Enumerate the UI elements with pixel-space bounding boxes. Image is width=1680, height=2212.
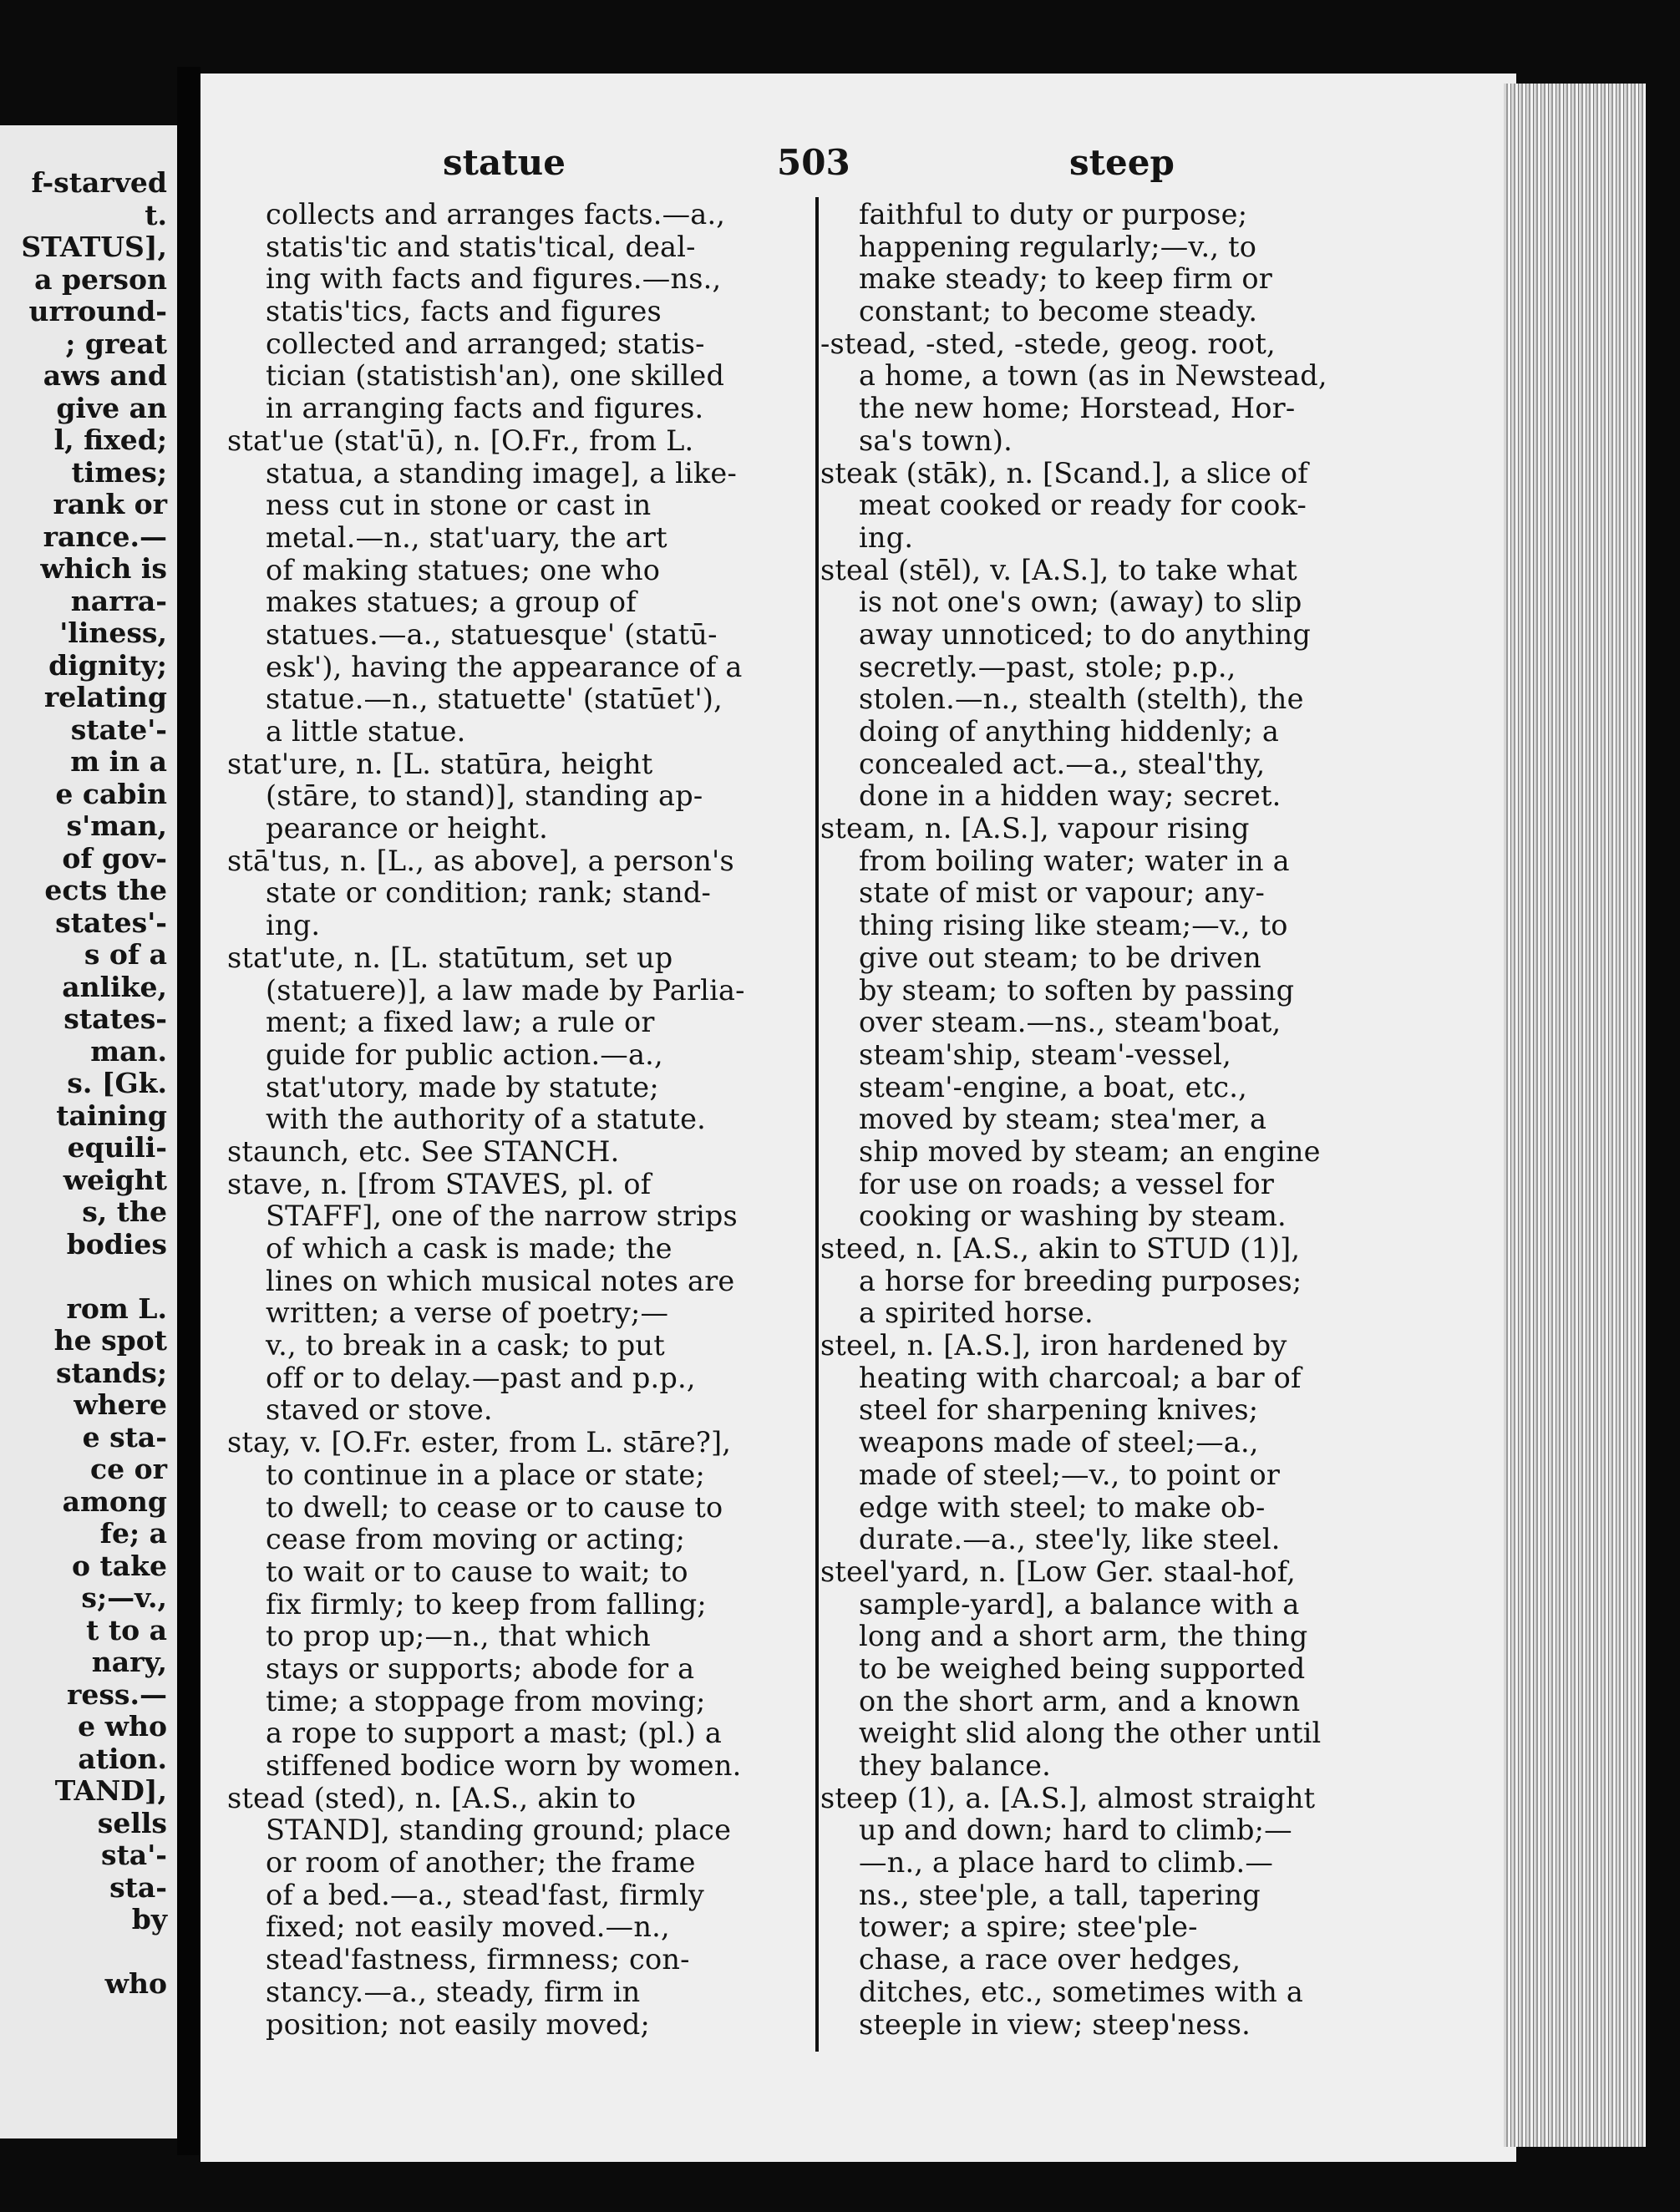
entry-line: up and down; hard to climb;— xyxy=(859,1814,1292,1847)
left-page-fragment: s;—v., xyxy=(81,1581,167,1614)
entry-line: on the short arm, and a known xyxy=(859,1684,1301,1717)
left-page-fragment: times; xyxy=(71,455,167,489)
entry-line: by steam; to soften by passing xyxy=(859,973,1295,1007)
entry-line: off or to delay.—past and p.p., xyxy=(266,1361,696,1394)
entry-headline: stat'ure, n. [L. statūra, height xyxy=(227,747,653,780)
page-stack-edge xyxy=(1504,84,1646,2147)
entry-line: ing. xyxy=(266,909,321,942)
entry-line: give out steam; to be driven xyxy=(859,941,1261,974)
entry-headline: stead (sted), n. [A.S., akin to xyxy=(227,1781,637,1814)
left-page-fragment: ects the xyxy=(44,874,167,906)
entry-line: stat'utory, made by statute; xyxy=(266,1070,659,1103)
entry-line: stolen.—n., stealth (stelth), the xyxy=(859,682,1304,716)
left-page-fragment: urround- xyxy=(28,295,167,327)
entry-line: done in a hidden way; secret. xyxy=(859,779,1282,813)
entry-headline: stat'ue (stat'ū), n. [O.Fr., from L. xyxy=(227,424,694,457)
right-guide-word: steep xyxy=(1069,142,1175,183)
entry-line: stays or supports; abode for a xyxy=(266,1651,695,1685)
entry-line: doing of anything hiddenly; a xyxy=(859,715,1280,748)
entry-headline: steak (stāk), n. [Scand.], a slice of xyxy=(820,456,1308,490)
left-page-fragment: s, the xyxy=(82,1195,167,1228)
left-page-fragment: sta'- xyxy=(100,1839,167,1871)
entry-line: away unnoticed; to do anything xyxy=(859,617,1312,651)
entry-line: ness cut in stone or cast in xyxy=(266,489,652,522)
left-page-fragment: 'liness, xyxy=(59,616,167,649)
entry-line: weight slid along the other until xyxy=(859,1717,1322,1750)
left-page-fragment: nary, xyxy=(91,1646,167,1678)
entry-line: ns., stee'ple, a tall, tapering xyxy=(859,1878,1261,1911)
entry-line: from boiling water; water in a xyxy=(859,844,1290,877)
entry-line: to dwell; to cease or to cause to xyxy=(266,1490,723,1524)
entry-line: long and a short arm, the thing xyxy=(859,1620,1308,1653)
left-page-fragment: a person xyxy=(34,262,167,296)
entry-line: with the authority of a statute. xyxy=(266,1103,706,1136)
entry-line: in arranging facts and figures. xyxy=(266,392,704,425)
entry-line: position; not easily moved; xyxy=(266,2007,651,2041)
entry-line: state of mist or vapour; any- xyxy=(859,876,1266,910)
entry-line: fix firmly; to keep from falling; xyxy=(266,1587,707,1621)
entry-line: steeple in view; steep'ness. xyxy=(859,2007,1251,2041)
left-page-fragment: e cabin xyxy=(55,777,167,810)
left-page-fragment: sells xyxy=(97,1806,167,1839)
left-page-fragment: among xyxy=(62,1484,167,1518)
left-page-fragment: rank or xyxy=(53,488,167,520)
left-page-fragment: anlike, xyxy=(62,970,167,1003)
entry-line: statue.—n., statuette' (statūet'), xyxy=(266,682,723,716)
entry-line: moved by steam; stea'mer, a xyxy=(859,1103,1267,1136)
entry-line: stancy.—a., steady, firm in xyxy=(266,1975,641,2008)
left-page-fragment: o take xyxy=(72,1549,167,1582)
entry-line: to be weighed being supported xyxy=(859,1651,1306,1685)
entry-line: ing with facts and figures.—ns., xyxy=(266,262,722,296)
left-page-fragment: ce or xyxy=(90,1453,167,1485)
entry-line: lines on which musical notes are xyxy=(266,1264,735,1297)
entry-line: a rope to support a mast; (pl.) a xyxy=(266,1717,723,1750)
running-header xyxy=(443,142,1178,200)
entry-line: statis'tics, facts and figures xyxy=(266,295,662,328)
left-page-fragment: weight xyxy=(63,1163,167,1196)
entry-line: they balance. xyxy=(859,1749,1051,1782)
entry-line: make steady; to keep firm or xyxy=(859,262,1272,296)
entry-line: staved or stove. xyxy=(266,1393,493,1427)
previous-page-edge xyxy=(0,125,177,2138)
entry-line: (statuere)], a law made by Parlia- xyxy=(266,973,745,1007)
left-page-fragment: where xyxy=(74,1388,167,1421)
left-page-fragment: man. xyxy=(90,1034,167,1068)
entry-line: a home, a town (as in Newstead, xyxy=(859,359,1327,393)
entry-line: v., to break in a cask; to put xyxy=(266,1329,665,1362)
left-page-fragment: sta- xyxy=(109,1870,167,1904)
left-page-fragment: ; great xyxy=(65,327,167,360)
left-page-fragment: state'- xyxy=(70,713,167,746)
left-page-fragment: he spot xyxy=(53,1324,167,1357)
entry-line: pearance or height. xyxy=(266,812,548,845)
left-page-fragment: TAND], xyxy=(54,1774,167,1807)
entry-line: happening regularly;—v., to xyxy=(859,230,1257,263)
entry-line: state or condition; rank; stand- xyxy=(266,876,712,910)
left-page-fragment: give an xyxy=(56,391,167,424)
left-page-fragment: ress.— xyxy=(66,1677,167,1711)
left-page-fragment: who xyxy=(104,1967,167,2000)
entry-line: makes statues; a group of xyxy=(266,586,637,619)
entry-line: to wait or to cause to wait; to xyxy=(266,1555,688,1588)
entry-headline: steep (1), a. [A.S.], almost straight xyxy=(820,1781,1316,1814)
left-page-fragment: t to a xyxy=(86,1613,167,1646)
entry-line: collects and arranges facts.—a., xyxy=(266,198,726,231)
entry-headline: stay, v. [O.Fr. ester, from L. stāre?], xyxy=(227,1426,732,1459)
entry-line: STAFF], one of the narrow strips xyxy=(266,1200,738,1233)
entry-line: a horse for breeding purposes; xyxy=(859,1264,1302,1297)
entry-line: of making statues; one who xyxy=(266,553,661,586)
entry-line: is not one's own; (away) to slip xyxy=(859,586,1302,619)
left-page-fragment: aws and xyxy=(43,359,167,392)
entry-line: fixed; not easily moved.—n., xyxy=(266,1910,670,1944)
entry-headline: steal (stēl), v. [A.S.], to take what xyxy=(820,553,1297,586)
entry-line: ment; a fixed law; a rule or xyxy=(266,1006,655,1039)
entry-line: —n., a place hard to climb.— xyxy=(859,1846,1274,1880)
entry-headline: stave, n. [from STAVES, pl. of xyxy=(227,1167,652,1200)
page-number: 503 xyxy=(777,142,850,183)
entry-line: made of steel;—v., to point or xyxy=(859,1458,1281,1491)
entry-line: statua, a standing image], a like- xyxy=(266,456,737,490)
entry-line: time; a stoppage from moving; xyxy=(266,1684,706,1717)
entry-headline: steel, n. [A.S.], iron hardened by xyxy=(820,1329,1287,1362)
entry-line: written; a verse of poetry;— xyxy=(266,1296,669,1330)
entry-line: guide for public action.—a., xyxy=(266,1038,663,1071)
entry-line: meat cooked or ready for cook- xyxy=(859,489,1307,522)
entry-line: cooking or washing by steam. xyxy=(859,1200,1287,1233)
entry-line: ship moved by steam; an engine xyxy=(859,1134,1321,1168)
left-page-fragment: e who xyxy=(78,1710,167,1743)
left-page-fragment: s'man, xyxy=(66,809,167,842)
entry-line: to continue in a place or state; xyxy=(266,1458,705,1491)
entry-line: metal.—n., stat'uary, the art xyxy=(266,520,667,554)
entry-line: constant; to become steady. xyxy=(859,295,1258,328)
left-page-fragment: states- xyxy=(63,1002,167,1035)
entry-line: edge with steel; to make ob- xyxy=(859,1490,1266,1524)
entry-line: collected and arranged; statis- xyxy=(266,327,705,360)
left-page-fragment: bodies xyxy=(66,1227,167,1261)
entry-headline: stat'ute, n. [L. statūtum, set up xyxy=(227,941,673,974)
entry-line: sample-yard], a balance with a xyxy=(859,1587,1300,1621)
left-page-fragment: rance.— xyxy=(43,520,167,553)
entry-line: thing rising like steam;—v., to xyxy=(859,909,1288,942)
left-page-fragment: s. [Gk. xyxy=(67,1067,167,1099)
entry-line: steam'ship, steam'-vessel, xyxy=(859,1038,1231,1071)
entry-line: statues.—a., statuesque' (statū- xyxy=(266,617,718,651)
entry-line: or room of another; the frame xyxy=(266,1846,696,1880)
entry-line: stiffened bodice worn by women. xyxy=(266,1749,742,1782)
left-page-fragment: equili- xyxy=(67,1131,167,1164)
left-page-fragment: dignity; xyxy=(48,648,167,682)
entry-line: tower; a spire; stee'ple- xyxy=(859,1910,1198,1944)
entry-line: durate.—a., stee'ly, like steel. xyxy=(859,1523,1281,1556)
entry-line: a little statue. xyxy=(266,715,466,748)
book-gutter xyxy=(177,67,200,2155)
left-page-fragment: rom L. xyxy=(66,1291,167,1325)
left-page-fragment: t. xyxy=(145,198,167,231)
entry-line: a spirited horse. xyxy=(859,1296,1094,1330)
left-page-fragment: STATUS], xyxy=(21,231,167,263)
entry-line: stead'fastness, firmness; con- xyxy=(266,1943,690,1976)
left-page-fragment: which is xyxy=(40,552,167,585)
left-page-fragment: m in a xyxy=(70,745,167,778)
entry-line: chase, a race over hedges, xyxy=(859,1943,1241,1976)
left-page-fragment: by xyxy=(131,1903,167,1936)
left-page-fragment: of gov- xyxy=(62,841,167,875)
left-page-fragment: relating xyxy=(43,681,167,713)
entry-line: tician (statistish'an), one skilled xyxy=(266,359,725,393)
left-page-fragment: f-starved xyxy=(31,166,167,199)
entry-line: faithful to duty or purpose; xyxy=(859,198,1248,231)
left-page-fragment: narra- xyxy=(70,584,167,617)
entry-headline: -stead, -sted, -stede, geog. root, xyxy=(820,327,1276,360)
entry-headline: steed, n. [A.S., akin to STUD (1)], xyxy=(820,1232,1301,1265)
entry-line: over steam.—ns., steam'boat, xyxy=(859,1006,1282,1039)
entry-line: heating with charcoal; a bar of xyxy=(859,1361,1302,1394)
entry-line: concealed act.—a., steal'thy, xyxy=(859,747,1266,780)
entry-line: ditches, etc., sometimes with a xyxy=(859,1975,1304,2008)
entry-headline: staunch, etc. See STANCH. xyxy=(227,1134,620,1168)
right-column xyxy=(820,199,1382,2041)
entry-line: STAND], standing ground; place xyxy=(266,1814,732,1847)
entry-line: cease from moving or acting; xyxy=(266,1523,686,1556)
entry-line: secretly.—past, stole; p.p., xyxy=(859,650,1236,683)
entry-headline: stā'tus, n. [L., as above], a person's xyxy=(227,844,734,877)
entry-headline: steam, n. [A.S.], vapour rising xyxy=(820,812,1250,845)
entry-line: steel for sharpening knives; xyxy=(859,1393,1259,1427)
left-page-fragment: stands; xyxy=(55,1356,167,1389)
column-divider xyxy=(815,197,819,2052)
entry-line: esk'), having the appearance of a xyxy=(266,650,743,683)
entry-line: (stāre, to stand)], standing ap- xyxy=(266,779,703,813)
left-page-fragment: fe; a xyxy=(99,1517,167,1550)
entry-line: steam'-engine, a boat, etc., xyxy=(859,1070,1247,1103)
left-page-fragment: e sta- xyxy=(82,1420,167,1454)
left-page-fragment: s of a xyxy=(84,938,167,971)
entry-line: of which a cask is made; the xyxy=(266,1232,673,1265)
entry-line: to prop up;—n., that which xyxy=(266,1620,651,1653)
left-page-fragment: ation. xyxy=(78,1742,167,1775)
entry-line: statis'tic and statis'tical, deal- xyxy=(266,230,696,263)
left-column xyxy=(227,199,791,2041)
entry-headline: steel'yard, n. [Low Ger. staal-hof, xyxy=(820,1555,1297,1588)
entry-line: for use on roads; a vessel for xyxy=(859,1167,1275,1200)
left-page-fragment: l, fixed; xyxy=(53,424,167,456)
entry-line: weapons made of steel;—a., xyxy=(859,1426,1259,1459)
entry-line: ing. xyxy=(859,520,914,554)
entry-line: sa's town). xyxy=(859,424,1013,457)
left-page-fragment: taining xyxy=(56,1098,167,1132)
left-guide-word: statue xyxy=(443,142,566,183)
entry-line: of a bed.—a., stead'fast, firmly xyxy=(266,1878,704,1911)
left-page-fragment: states'- xyxy=(55,906,167,939)
entry-line: the new home; Horstead, Hor- xyxy=(859,392,1296,425)
